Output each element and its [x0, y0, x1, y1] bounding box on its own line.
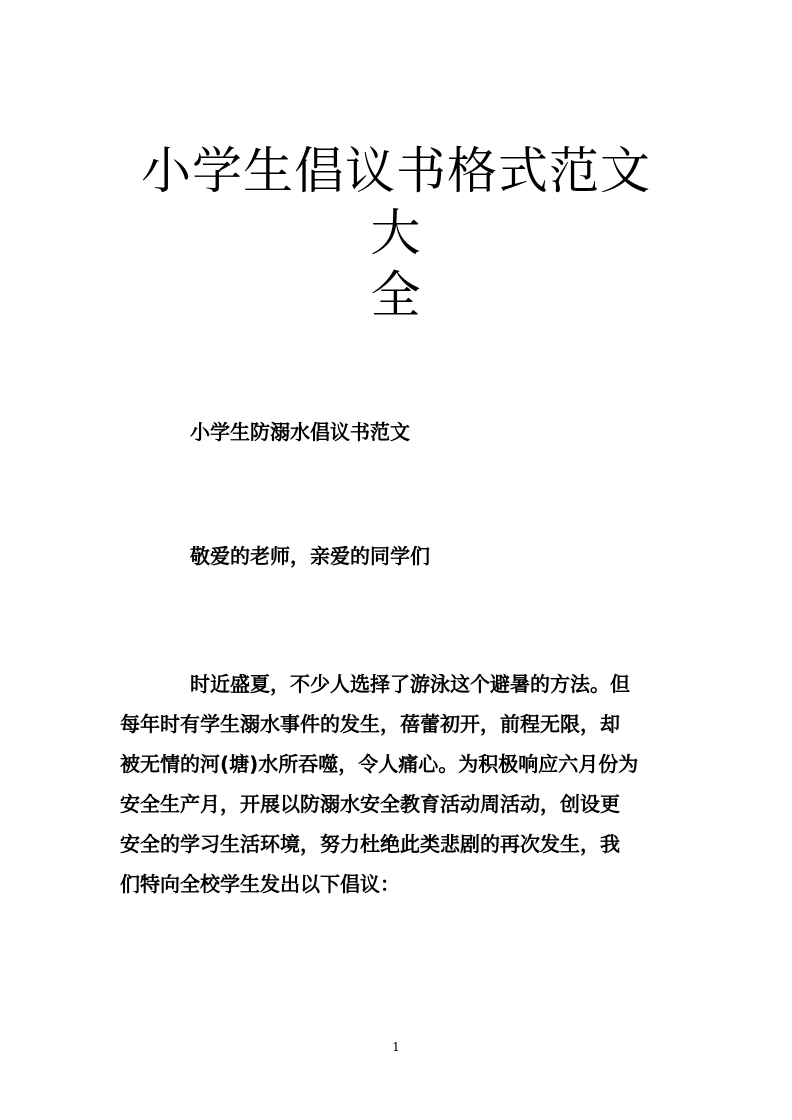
- body-line: 时近盛夏，不少人选择了游泳这个避暑的方法。但: [190, 672, 630, 696]
- body-line: 安全的学习生活环境，努力杜绝此类悲剧的再次发生，我: [120, 832, 620, 856]
- document-subtitle: 小学生防溺水倡议书范文: [190, 420, 410, 444]
- body-line: 安全生产月，开展以防溺水安全教育活动周活动，创设更: [120, 792, 620, 816]
- body-paragraph: [120, 664, 668, 904]
- page-number: 1: [392, 1040, 400, 1054]
- body-line: 每年时有学生溺水事件的发生，蓓蕾初开，前程无限，却: [120, 712, 620, 736]
- document-title: [120, 140, 672, 326]
- salutation: 敬爱的老师，亲爱的同学们: [190, 544, 430, 568]
- body-line: 们特向全校学生发出以下倡议：: [120, 872, 400, 896]
- title-line-1: 小学生倡议书格式范文大: [141, 142, 651, 262]
- title-line-2: 全: [370, 266, 422, 324]
- body-line: 被无情的河(塘)水所吞噬，令人痛心。为积极响应六月份为: [120, 752, 639, 776]
